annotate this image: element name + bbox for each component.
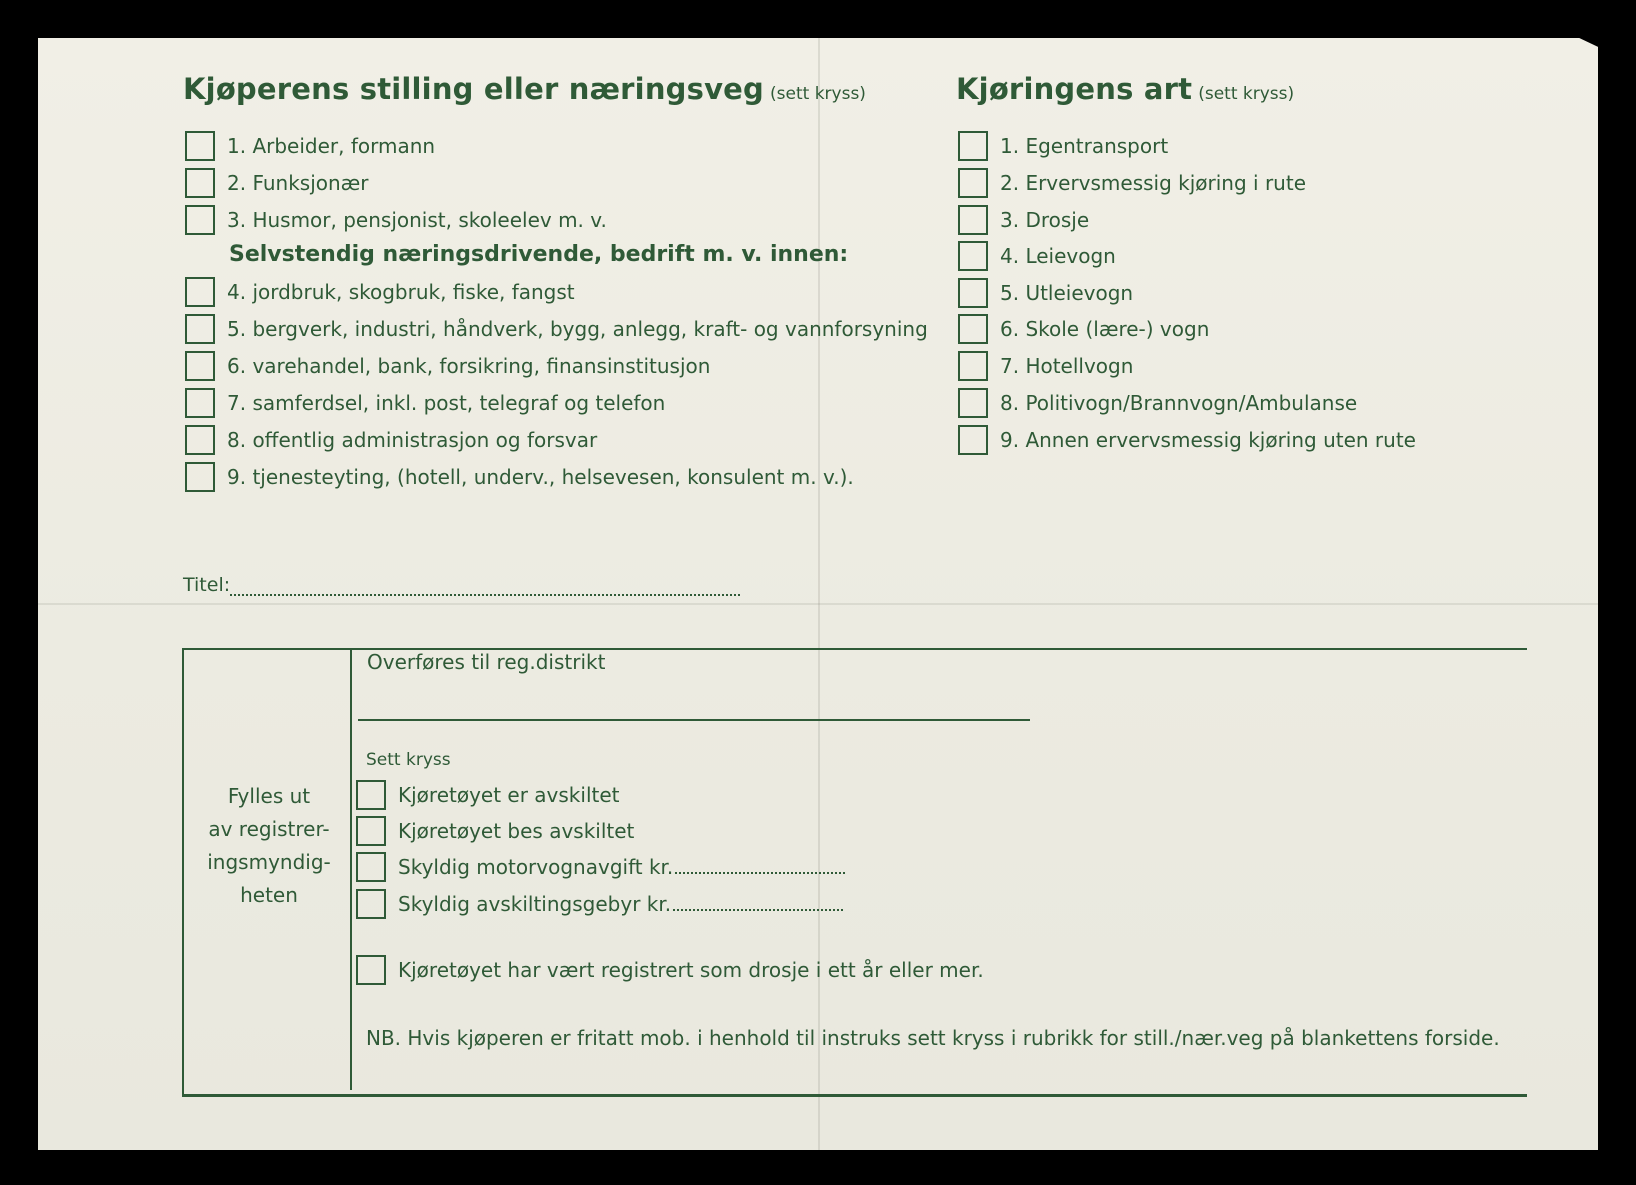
checkbox[interactable] — [356, 889, 386, 919]
buyer-option-2[interactable]: 2. Funksjonær — [185, 167, 369, 199]
check-avskiltingsgebyr[interactable]: Skyldig avskiltingsgebyr kr. — [356, 888, 843, 920]
buyer-option-9[interactable]: 9. tjenesteyting, (hotell, underv., helsevesen, konsulent m. v.). — [185, 461, 854, 493]
buyer-option-6[interactable]: 6. varehandel, bank, forsikring, finansinstitusjon — [185, 350, 710, 382]
checkbox[interactable] — [185, 314, 215, 344]
buyer-option-1[interactable]: 1. Arbeider, formann — [185, 130, 435, 162]
checkbox[interactable] — [958, 314, 988, 344]
checkbox[interactable] — [185, 351, 215, 381]
checkbox[interactable] — [356, 816, 386, 846]
sett-kryss-label: Sett kryss — [366, 750, 451, 770]
driving-option-4[interactable]: 4. Leievogn — [958, 240, 1116, 272]
check-drosje-one-year[interactable]: Kjøretøyet har vært registrert som drosje i ett år eller mer. — [356, 954, 984, 986]
checkbox[interactable] — [185, 168, 215, 198]
authority-box-divider — [350, 648, 352, 1090]
driving-type-heading — [956, 72, 1294, 106]
driving-option-7[interactable]: 7. Hotellvogn — [958, 350, 1133, 382]
checkbox[interactable] — [958, 241, 988, 271]
driving-option-3[interactable]: 3. Drosje — [958, 204, 1089, 236]
checkbox[interactable] — [185, 388, 215, 418]
driving-option-1[interactable]: 1. Egentransport — [958, 130, 1168, 162]
title-field[interactable] — [183, 574, 740, 596]
buyer-option-3[interactable]: 3. Husmor, pensjonist, skoleelev m. v. — [185, 204, 607, 236]
checkbox[interactable] — [958, 168, 988, 198]
transfer-district-input-line[interactable] — [358, 719, 1030, 721]
nb-note: NB. Hvis kjøperen er fritatt mob. i henhold til instruks sett kryss i rubrikk for still./nær.veg på blankettens forside. — [366, 1026, 1500, 1050]
checkbox[interactable] — [958, 131, 988, 161]
driving-heading-text: Kjøringens art — [956, 72, 1193, 106]
checkbox[interactable] — [958, 205, 988, 235]
checkbox[interactable] — [356, 852, 386, 882]
title-label: Titel: — [183, 574, 231, 596]
checkbox[interactable] — [356, 780, 386, 810]
checkbox[interactable] — [185, 131, 215, 161]
checkbox[interactable] — [958, 425, 988, 455]
title-input-line[interactable] — [230, 582, 740, 596]
checkbox[interactable] — [958, 388, 988, 418]
check-bes-avskiltet[interactable]: Kjøretøyet bes avskiltet — [356, 815, 634, 847]
authority-box-bottom-rule — [182, 1094, 1527, 1097]
buyer-option-8[interactable]: 8. offentlig administrasjon og forsvar — [185, 424, 597, 456]
checkbox[interactable] — [958, 351, 988, 381]
fold-crease-horizontal — [38, 603, 1598, 605]
self-employed-subheading: Selvstendig næringsdrivende, bedrift m. v. innen: — [229, 242, 849, 267]
driving-option-8[interactable]: 8. Politivogn/Brannvogn/Ambulanse — [958, 387, 1357, 419]
checkbox[interactable] — [185, 277, 215, 307]
driving-heading-note: (sett kryss) — [1198, 84, 1295, 104]
driving-option-9[interactable]: 9. Annen ervervsmessig kjøring uten rute — [958, 424, 1416, 456]
checkbox[interactable] — [185, 425, 215, 455]
check-motorvognavgift[interactable]: Skyldig motorvognavgift kr. — [356, 851, 845, 883]
buyer-occupation-heading — [183, 72, 866, 106]
buyer-option-5[interactable]: 5. bergverk, industri, håndverk, bygg, anlegg, kraft- og vannforsyning — [185, 313, 928, 345]
driving-option-5[interactable]: 5. Utleievogn — [958, 277, 1133, 309]
buyer-heading-text: Kjøperens stilling eller næringsveg — [183, 72, 765, 106]
checkbox[interactable] — [185, 462, 215, 492]
buyer-option-7[interactable]: 7. samferdsel, inkl. post, telegraf og telefon — [185, 387, 665, 419]
driving-option-6[interactable]: 6. Skole (lære-) vogn — [958, 313, 1209, 345]
buyer-option-4[interactable]: 4. jordbruk, skogbruk, fiske, fangst — [185, 276, 575, 308]
checkbox[interactable] — [958, 278, 988, 308]
motorvognavgift-amount-line[interactable] — [675, 860, 845, 874]
buyer-heading-note: (sett kryss) — [770, 84, 866, 104]
check-avskiltet[interactable]: Kjøretøyet er avskiltet — [356, 779, 620, 811]
authority-side-label: Fylles ut av registrer- ingsmyndig- heten — [207, 784, 331, 907]
checkbox[interactable] — [185, 205, 215, 235]
checkbox[interactable] — [356, 955, 386, 985]
transfer-district-label: Overføres til reg.distrikt — [367, 650, 606, 674]
avskiltingsgebyr-amount-line[interactable] — [673, 897, 843, 911]
driving-option-2[interactable]: 2. Ervervsmessig kjøring i rute — [958, 167, 1306, 199]
